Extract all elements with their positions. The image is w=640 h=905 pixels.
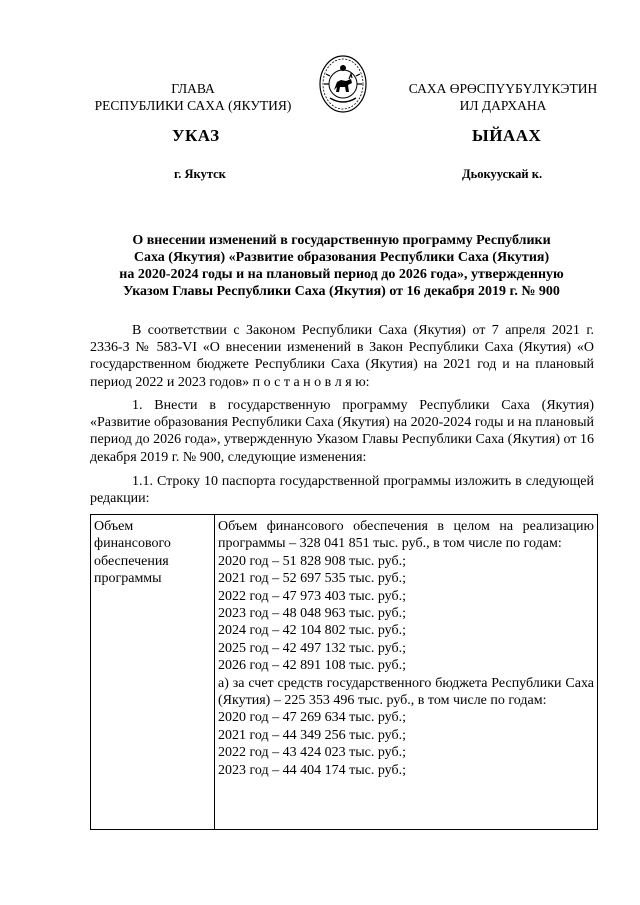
header-left <box>82 80 304 114</box>
year-line: 2024 год – 42 104 802 тыс. руб.; <box>218 623 406 639</box>
year-line: 2025 год – 42 497 132 тыс. руб.; <box>218 640 406 656</box>
header-right <box>398 80 608 114</box>
title-line: Саха (Якутия) «Развитие образования Республики Саха (Якутия) <box>133 250 550 265</box>
header-left-line2: РЕСПУБЛИКИ САХА (ЯКУТИЯ) <box>94 98 292 113</box>
document-title <box>90 232 593 300</box>
header-left-line1: ГЛАВА <box>171 81 215 96</box>
year-line: 2021 год – 52 697 535 тыс. руб.; <box>218 571 406 587</box>
state-budget-financing: а) за счет средств государственного бюджета Республики Саха (Якутия) – 225 353 496 тыс. руб., в том числе по годам: <box>218 675 594 709</box>
title-line: на 2020-2024 годы и на плановый период до 2026 года», утвержденную <box>119 267 564 282</box>
document-type-ru: УКАЗ <box>172 126 220 145</box>
financing-table <box>90 514 598 830</box>
preamble-paragraph: В соответствии с Законом Республики Саха (Якутия) от 7 апреля 2021 г. 2336-З № 583-VI «О внесении изменений в Закон Республики Саха (Якутия) «О государственном бюджете Республики Саха (Якутия) на 2021 год и на плановый период 2022 и 2023 годов» п о с т а н о в л я ю: <box>90 323 594 390</box>
city-sakha: Дьокуускай к. <box>462 167 543 181</box>
header-right-line1: САХА ӨРӨСПҮҮБҮЛҮКЭТИН <box>408 81 598 96</box>
item1-1-block <box>90 473 594 507</box>
title-line: Указом Главы Республики Саха (Якутия) от 16 декабря 2019 г. № 900 <box>123 284 560 299</box>
table-row <box>91 515 598 830</box>
total-financing: Объем финансового обеспечения в целом на реализацию программы – 328 041 851 тыс. руб., в том числе по годам: <box>218 519 594 552</box>
item1-block <box>90 397 594 466</box>
year-line: 2023 год – 44 404 174 тыс. руб.; <box>218 762 406 778</box>
preamble-block <box>90 322 594 391</box>
table-value-cell <box>215 515 598 830</box>
item1-paragraph: 1. Внести в государственную программу Республики Саха (Якутия) «Развитие образования Республики Саха (Якутия) на 2020-2024 годы и на плановый период до 2026 года», утвержденную Указом Главы Республики Саха (Якутия) от 16 декабря 2019 г. № 900, следующие изменения: <box>90 398 594 465</box>
header-right-line2: ИЛ ДАРХАНА <box>459 98 547 113</box>
year-line: 2022 год – 43 424 023 тыс. руб.; <box>218 745 406 761</box>
coat-of-arms-icon <box>318 54 368 114</box>
year-line: 2021 год – 44 349 256 тыс. руб.; <box>218 727 406 743</box>
year-line: 2022 год – 47 973 403 тыс. руб.; <box>218 588 406 604</box>
city-ru: г. Якутск <box>174 167 226 181</box>
year-line: 2020 год – 51 828 908 тыс. руб.; <box>218 553 406 569</box>
year-line: 2026 год – 42 891 108 тыс. руб.; <box>218 658 406 674</box>
item1-1-paragraph: 1.1. Строку 10 паспорта государственной программы изложить в следующей редакции: <box>90 474 594 507</box>
year-line: 2023 год – 48 048 963 тыс. руб.; <box>218 606 406 622</box>
year-line: 2020 год – 47 269 634 тыс. руб.; <box>218 710 406 726</box>
document-type-sakha: ЫЙААХ <box>472 126 542 145</box>
table-label-cell: Объем финансового обеспечения программы <box>91 515 215 830</box>
title-line: О внесении изменений в государственную программу Республики <box>132 233 551 248</box>
